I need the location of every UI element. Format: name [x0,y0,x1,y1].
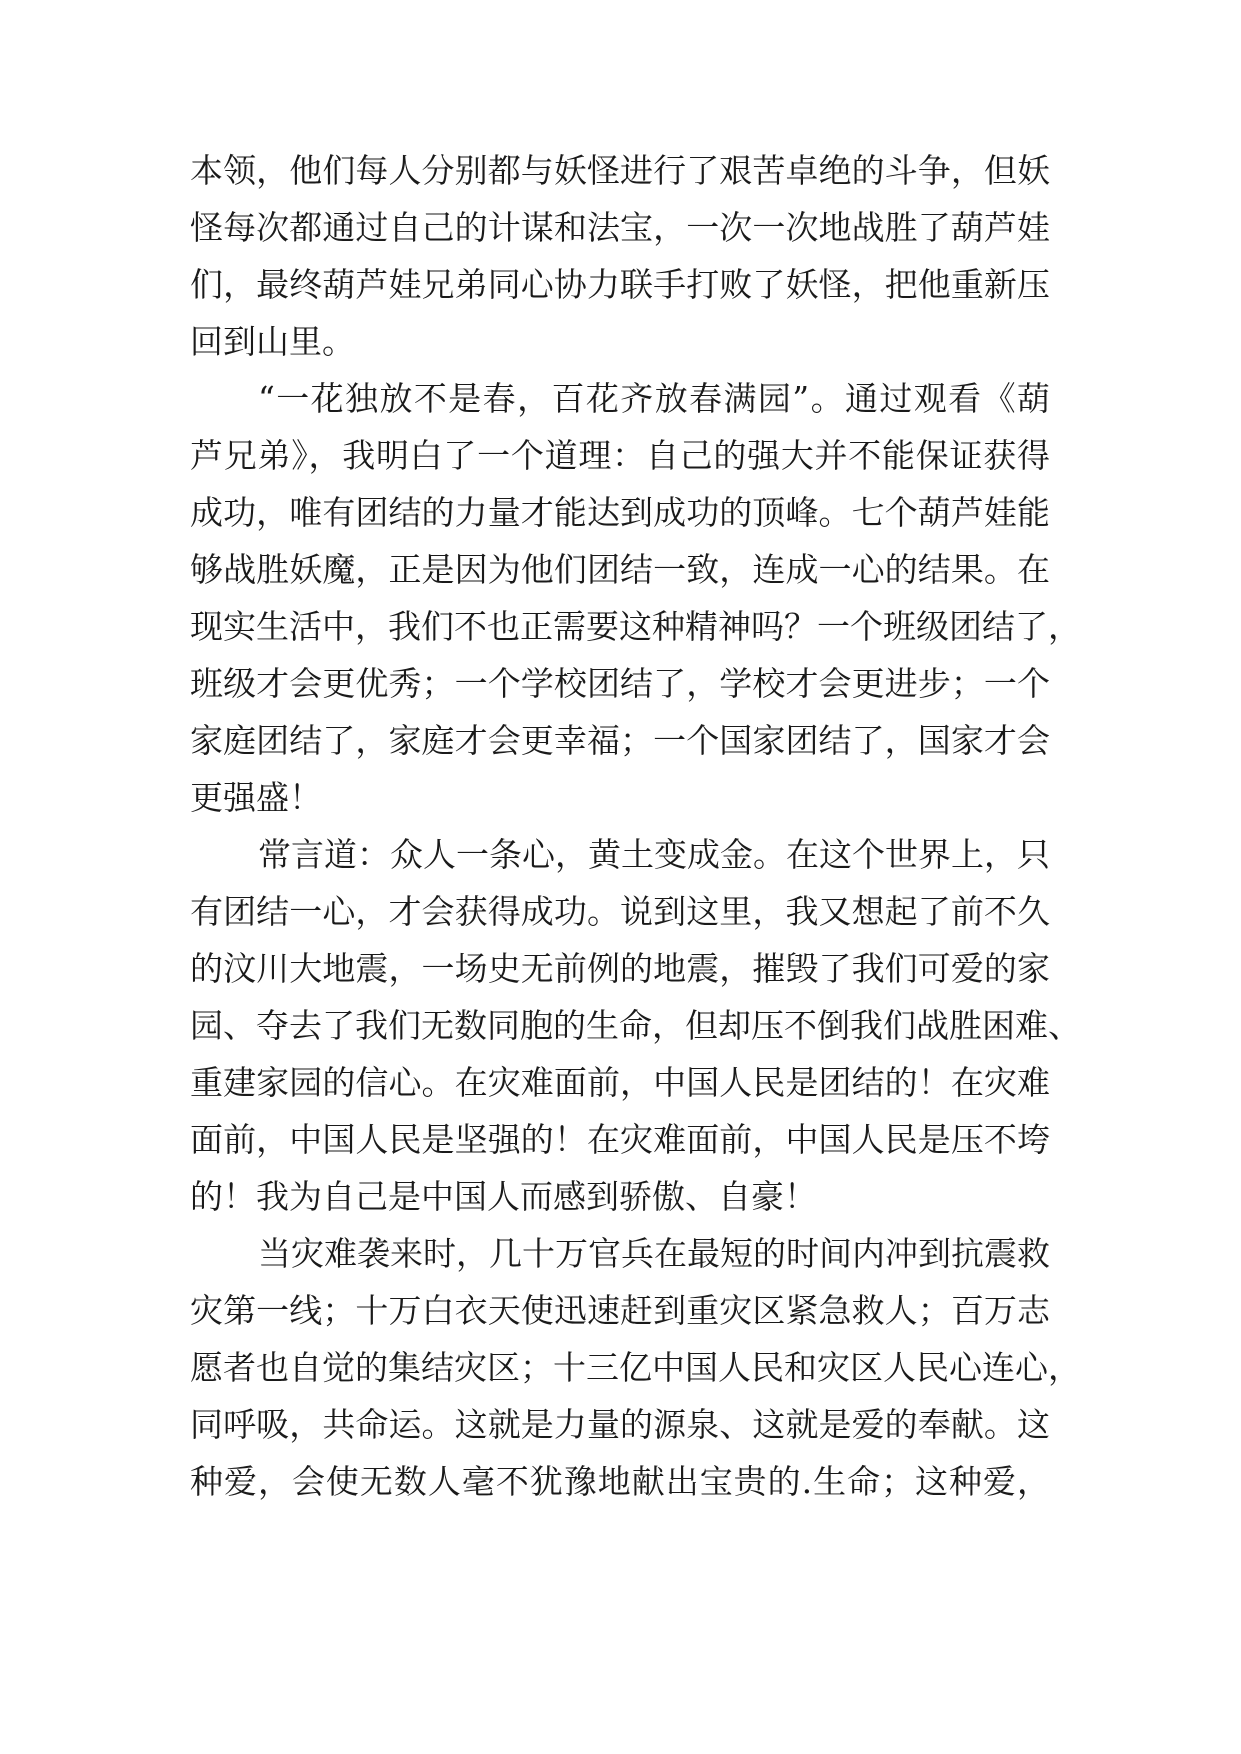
text-line: 种爱，会使无数人毫不犹豫地献出宝贵的.生命；这种爱， [190,1462,1050,1501]
text-line: 成功，唯有团结的力量才能达到成功的顶峰。七个葫芦娃能 [190,493,1050,532]
text-line: 重建家园的信心。在灾难面前，中国人民是团结的！在灾难 [190,1063,1050,1102]
text-line: 园、夺去了我们无数同胞的生命，但却压不倒我们战胜困难、 [190,1006,1081,1045]
text-line: 够战胜妖魔，正是因为他们团结一致，连成一心的结果。在 [190,550,1050,589]
text-line: 更强盛！ [190,778,322,817]
text-line: 芦兄弟》，我明白了一个道理：自己的强大并不能保证获得 [190,436,1050,475]
text-line: 回到山里。 [190,322,355,361]
text-line: 面前，中国人民是坚强的！在灾难面前，中国人民是压不垮 [190,1120,1050,1159]
text-line: 班级才会更优秀；一个学校团结了，学校才会更进步；一个 [190,664,1050,703]
text-line: 的汶川大地震，一场史无前例的地震，摧毁了我们可爱的家 [190,949,1050,988]
text-line: 愿者也自觉的集结灾区；十三亿中国人民和灾区人民心连心， [190,1348,1081,1387]
paragraph-first-line: 当灾难袭来时，几十万官兵在最短的时间内冲到抗震救 [258,1234,1050,1273]
text-line: 同呼吸，共命运。这就是力量的源泉、这就是爱的奉献。这 [190,1405,1050,1444]
text-line: 灾第一线；十万白衣天使迅速赶到重灾区紧急救人；百万志 [190,1291,1050,1330]
text-line: 现实生活中，我们不也正需要这种精神吗？一个班级团结了， [190,607,1081,646]
text-line: 们，最终葫芦娃兄弟同心协力联手打败了妖怪，把他重新压 [190,265,1050,304]
text-line: 怪每次都通过自己的计谋和法宝，一次一次地战胜了葫芦娃 [190,208,1050,247]
text-line: 家庭团结了，家庭才会更幸福；一个国家团结了，国家才会 [190,721,1050,760]
text-line: 本领，他们每人分别都与妖怪进行了艰苦卓绝的斗争，但妖 [190,151,1050,190]
text-line: 的！我为自己是中国人而感到骄傲、自豪！ [190,1177,817,1216]
paragraph-first-line: 常言道：众人一条心，黄土变成金。在这个世界上，只 [258,835,1050,874]
text-line: 有团结一心，才会获得成功。说到这里，我又想起了前不久 [190,892,1050,931]
paragraph-first-line: “一花独放不是春，百花齐放春满园”。通过观看《葫 [258,379,1050,418]
